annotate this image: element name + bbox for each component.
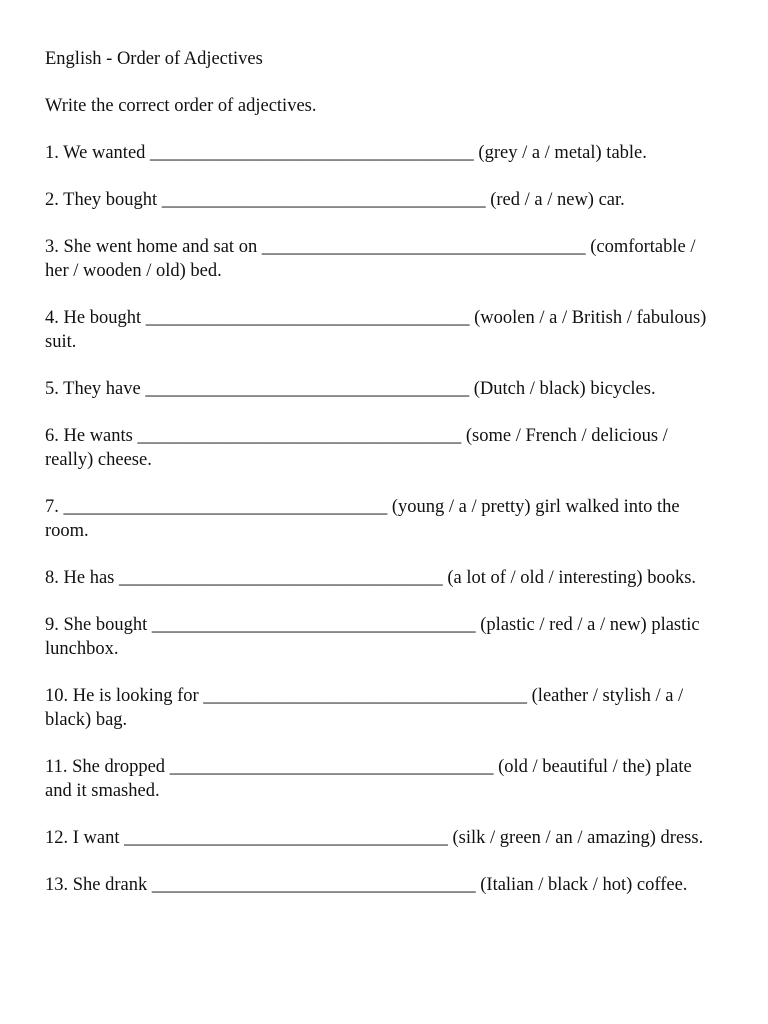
- question-hint: (leather / stylish / a / black) bag.: [45, 686, 684, 730]
- question-prefix: 11. She dropped: [45, 757, 166, 777]
- question-11: [45, 755, 718, 803]
- question-prefix: 6. He wants: [45, 426, 133, 446]
- question-hint: (red / a / new) car.: [490, 190, 625, 210]
- answer-blank: ___________________________________: [203, 686, 528, 706]
- question-prefix: 2. They bought: [45, 190, 158, 210]
- question-prefix: 9. She bought: [45, 615, 148, 635]
- question-prefix: 12. I want: [45, 828, 120, 848]
- question-hint: (young / a / pretty) girl walked into the room.: [45, 497, 680, 541]
- question-hint: (grey / a / metal) table.: [478, 143, 647, 163]
- answer-blank: ___________________________________: [124, 828, 448, 848]
- question-7: [45, 495, 718, 543]
- question-2: [45, 188, 718, 212]
- answer-blank: ___________________________________: [169, 757, 494, 777]
- answer-blank: ___________________________________: [63, 497, 388, 517]
- worksheet-title: English - Order of Adjectives: [45, 49, 263, 69]
- question-3: [45, 235, 718, 283]
- question-prefix: 7.: [45, 497, 59, 517]
- answer-blank: ___________________________________: [145, 308, 470, 328]
- question-1: [45, 141, 718, 165]
- answer-blank: ___________________________________: [145, 379, 470, 399]
- answer-blank: ___________________________________: [150, 143, 474, 163]
- question-prefix: 10. He is looking for: [45, 686, 199, 706]
- question-hint: (Italian / black / hot) coffee.: [480, 875, 688, 895]
- question-hint: (silk / green / an / amazing) dress.: [452, 828, 704, 848]
- answer-blank: ___________________________________: [161, 190, 486, 210]
- question-12: [45, 826, 718, 850]
- question-prefix: 4. He bought: [45, 308, 142, 328]
- answer-blank: ___________________________________: [261, 237, 586, 257]
- question-9: [45, 613, 718, 661]
- question-hint: (old / beautiful / the) plate and it smashed.: [45, 757, 692, 801]
- question-hint: (Dutch / black) bicycles.: [473, 379, 656, 399]
- question-prefix: 3. She went home and sat on: [45, 237, 258, 257]
- answer-blank: ___________________________________: [151, 615, 476, 635]
- question-4: [45, 306, 718, 354]
- question-hint: (plastic / red / a / new) plastic lunchbox.: [45, 615, 700, 659]
- question-hint: (comfortable / her / wooden / old) bed.: [45, 237, 696, 281]
- question-hint: (woolen / a / British / fabulous) suit.: [45, 308, 707, 352]
- answer-blank: ___________________________________: [151, 875, 476, 895]
- question-prefix: 13. She drank: [45, 875, 148, 895]
- question-8: [45, 566, 718, 590]
- question-prefix: 8. He has: [45, 568, 115, 588]
- question-prefix: 1. We wanted: [45, 143, 146, 163]
- question-prefix: 5. They have: [45, 379, 141, 399]
- answer-blank: ___________________________________: [118, 568, 443, 588]
- question-6: [45, 424, 718, 472]
- worksheet-instructions: Write the correct order of adjectives.: [45, 96, 317, 116]
- question-13: [45, 873, 718, 897]
- question-10: [45, 684, 718, 732]
- question-hint: (some / French / delicious / really) cheese.: [45, 426, 668, 470]
- answer-blank: ___________________________________: [137, 426, 462, 446]
- question-5: [45, 377, 718, 401]
- question-hint: (a lot of / old / interesting) books.: [447, 568, 697, 588]
